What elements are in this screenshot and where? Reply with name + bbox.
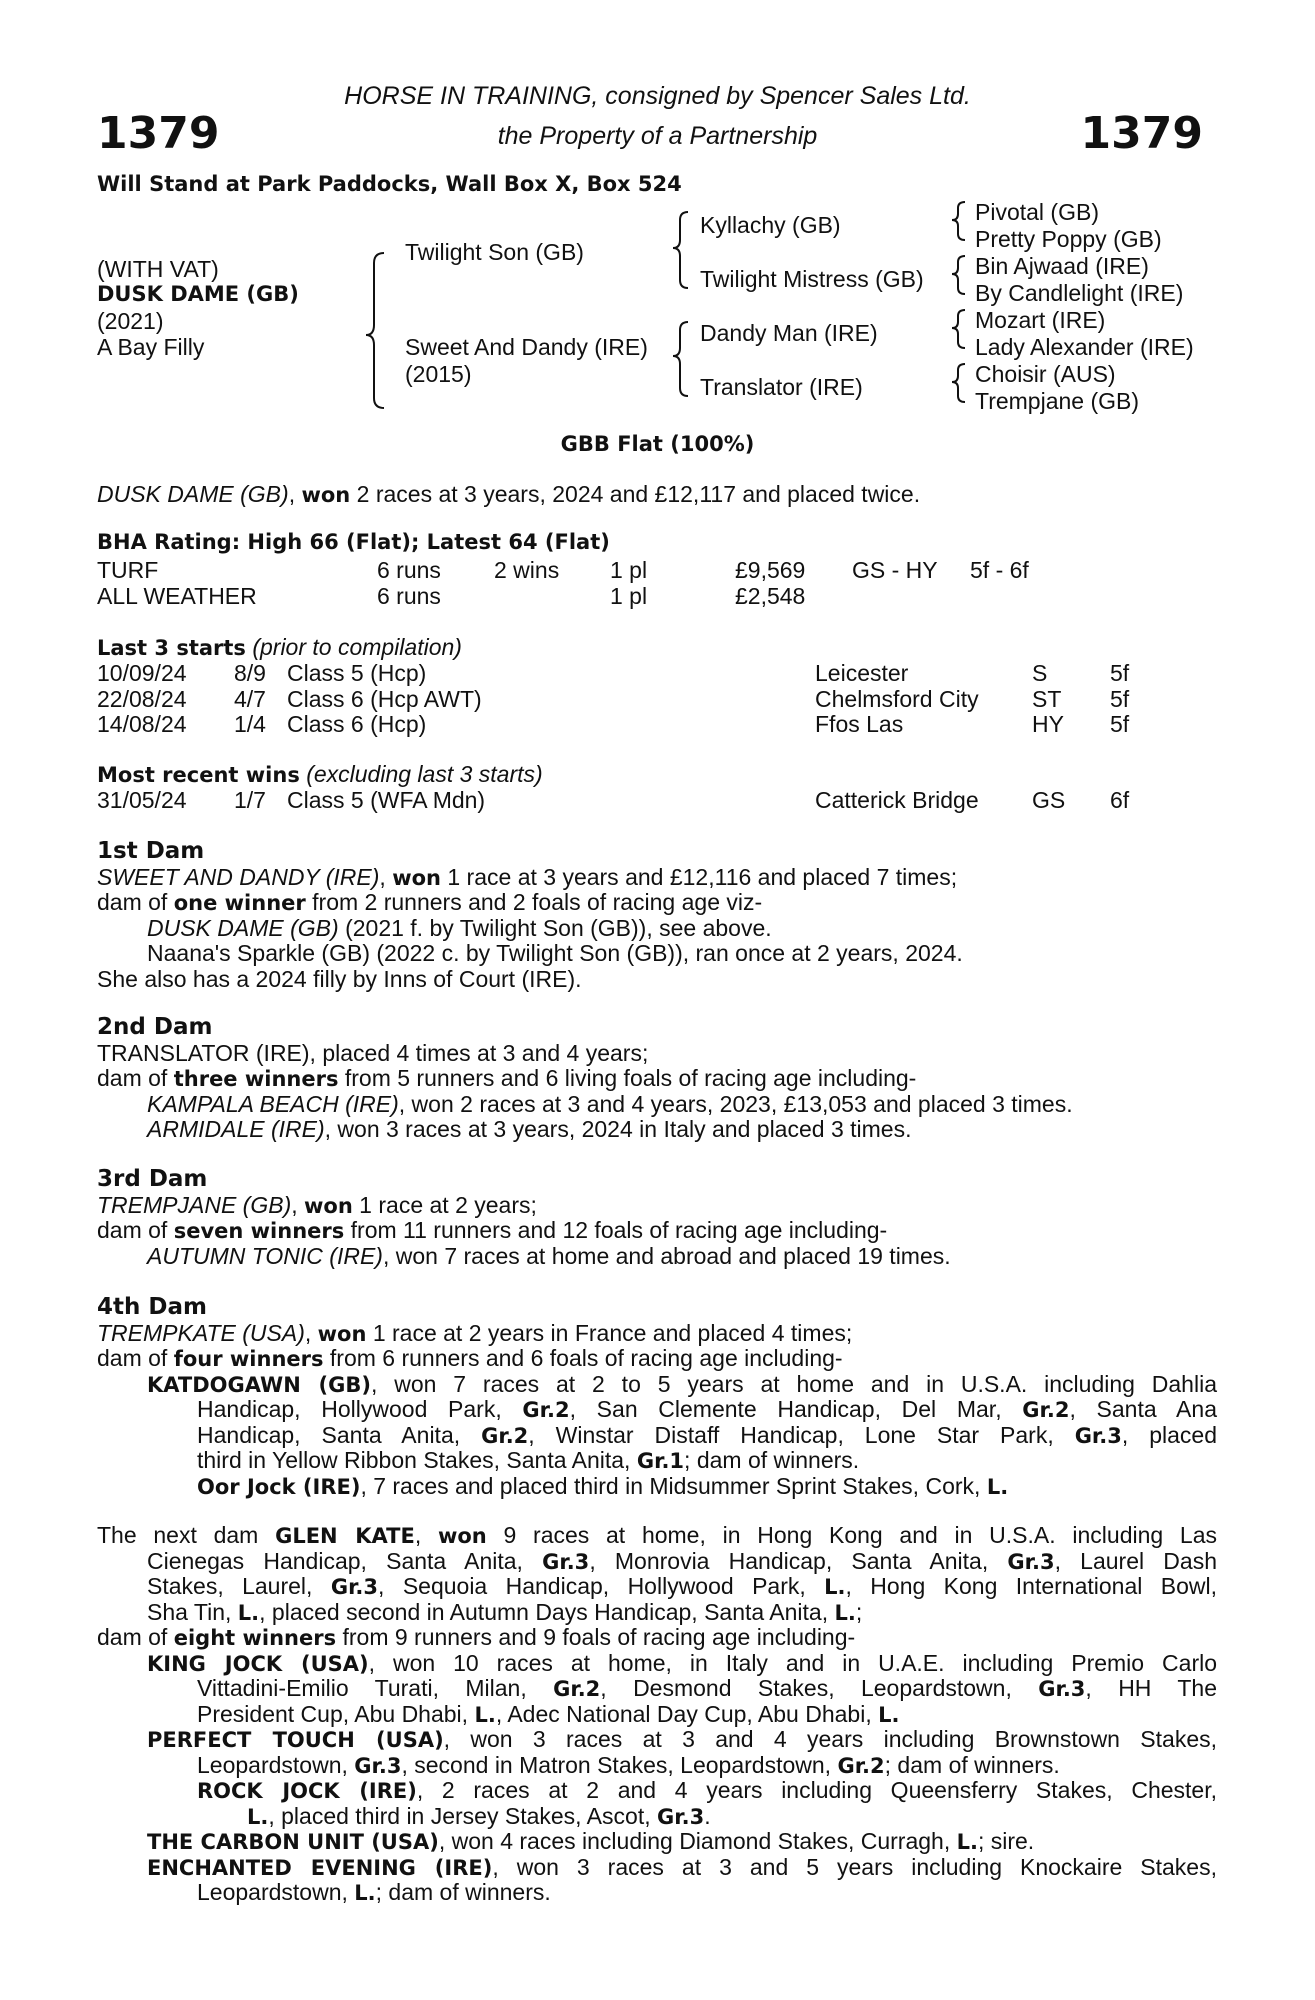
rock-jock-line: ROCK JOCK (IRE), 2 races at 2 and 4 years including Queensferry Stakes, Chester,: [197, 1777, 1217, 1803]
position: 1/4: [234, 711, 266, 737]
runs: 6 runs: [377, 582, 441, 609]
course: Ffos Las: [815, 711, 904, 737]
start-row: [97, 711, 1217, 737]
distance: 5f - 6f: [970, 557, 1029, 583]
katdogawn-line: KATDOGAWN (GB), won 7 races at 2 to 5 years at home and in U.S.A. including Dahlia: [147, 1370, 1217, 1397]
last3-heading: [97, 634, 462, 661]
next-dam-line: The next dam GLEN KATE, won 9 races at home, in Hong Kong and in U.S.A. including Las: [97, 1522, 1217, 1548]
course: Catterick Bridge: [815, 787, 979, 813]
pedigree-brackets: [0, 0, 1315, 430]
position: 4/7: [234, 685, 266, 712]
enchanted-evening-line: ENCHANTED EVENING (IRE), won 3 races at 3 and 5 years including Knockaire Stakes,: [147, 1853, 1217, 1880]
foal-note: She also has a 2024 filly by Inns of Court (IRE).: [97, 965, 582, 992]
horse-name: DUSK DAME (GB): [97, 282, 299, 306]
pedigree-sire: Twilight Son (GB): [405, 239, 584, 265]
sire-dam-brace: [366, 253, 384, 408]
pedigree-sire-sire: Kyllachy (GB): [700, 212, 841, 238]
dam-brace: [673, 322, 688, 396]
going: HY: [1032, 711, 1064, 737]
class: Class 6 (Hcp AWT): [287, 685, 482, 712]
prize: £9,569: [735, 557, 806, 583]
distance: 6f: [1110, 787, 1130, 813]
position: 1/7: [234, 787, 266, 813]
class: Class 6 (Hcp): [287, 711, 427, 737]
last3-table: [97, 660, 1217, 737]
stand-location: Will Stand at Park Paddocks, Wall Box X, Box 524: [97, 172, 682, 196]
third-dam-title: 3rd Dam: [97, 1166, 208, 1192]
win-row: [97, 787, 1217, 813]
bha-row-turf: [97, 557, 1217, 583]
class: Class 5 (Hcp): [287, 660, 427, 686]
recent-title: Most recent wins: [97, 763, 300, 787]
class: Class 5 (WFA Mdn): [287, 787, 486, 813]
horse-year: (2021): [97, 308, 164, 334]
dam-name: TREMPJANE (GB): [97, 1191, 292, 1218]
runs: 6 runs: [377, 557, 441, 583]
recent-table: [97, 787, 1217, 813]
pedigree-sss: Pivotal (GB): [975, 199, 1099, 225]
distance: 5f: [1110, 685, 1130, 712]
going: GS - HY: [852, 557, 938, 583]
fourth-dam-section: 4th Dam TREMPKATE (USA), won 1 race at 2 years in France and placed 4 times; dam of four winners from 6 runners and 6 foals of racing age including- KATDOGAWN (GB), won 7 races at 2 to 5 years at home and in U.S.A. including Dahlia Handicap, Hollywood Park, Gr.2, San Clemente Handicap, Del Mar, Gr.2, Santa Ana Handicap, Santa Anita, Gr.2, Winstar Distaff Handicap, Lone Star Park, Gr.3, placed third in Yellow Ribbon Stakes, Santa Anita, Gr.1; dam of winners. Oor Jock (IRE), 7 races and placed third in Midsummer Sprint Stakes, Cork, L.: [97, 1294, 1218, 1499]
placed: 1 pl: [610, 582, 648, 609]
gbb-flat: GBB Flat (100%): [560, 432, 755, 456]
prize: £2,548: [735, 582, 806, 609]
placed: 1 pl: [610, 557, 648, 583]
property-line: the Property of a Partnership: [497, 122, 818, 150]
surface: ALL WEATHER: [97, 582, 257, 609]
distance: 5f: [1110, 711, 1130, 737]
start-row: [97, 686, 1217, 712]
date: 22/08/24: [97, 685, 187, 712]
produce-name: KAMPALA BEACH (IRE): [147, 1090, 399, 1117]
second-dam-title: 2nd Dam: [97, 1014, 213, 1040]
pedigree-ddd: Trempjane (GB): [975, 388, 1140, 414]
first-dam-section: 1st Dam SWEET AND DANDY (IRE), won 1 race at 3 years and £12,116 and placed 7 times; dam of one winner from 2 runners and 2 foals of racing age viz- DUSK DAME (GB) (2021 f. by Twilight Son (GB)), see above. Naana's Sparkle (GB) (2022 c. by Twilight Son (GB)), ran once at 2 years, 2024. She also has a 2024 filly by Inns of Court (IRE).: [97, 839, 1217, 992]
consignment-line: HORSE IN TRAINING, consigned by Spencer Sales Ltd.: [344, 82, 971, 110]
summary-text: 2 races at 3 years, 2024 and £12,117 and placed twice.: [350, 481, 921, 507]
pedigree-sdd: By Candlelight (IRE): [975, 280, 1184, 306]
produce-name: DUSK DAME (GB): [147, 914, 339, 941]
bha-table: [97, 557, 1217, 608]
sire-brace: [673, 212, 688, 288]
position: 8/9: [234, 660, 266, 686]
summary-horse-name: DUSK DAME (GB): [97, 481, 289, 507]
last3-title: Last 3 starts: [97, 636, 246, 660]
going: GS: [1032, 787, 1066, 813]
lot-number-right: 1379: [1080, 108, 1203, 159]
distance: 5f: [1110, 660, 1130, 686]
date: 14/08/24: [97, 711, 187, 737]
pedigree-dam-dam: Translator (IRE): [700, 374, 863, 400]
date: 31/05/24: [97, 787, 187, 813]
start-row: [97, 660, 1217, 686]
course: Leicester: [815, 660, 909, 686]
produce-name: AUTUMN TONIC (IRE): [147, 1242, 383, 1269]
recent-note: (excluding last 3 starts): [299, 761, 543, 787]
wins: 2 wins: [494, 557, 560, 583]
dam-line: TRANSLATOR (IRE), placed 4 times at 3 and 4 years;: [97, 1039, 649, 1066]
lot-number-left: 1379: [97, 108, 220, 159]
recent-heading: [97, 761, 543, 788]
pedigree-sire-dam: Twilight Mistress (GB): [700, 266, 924, 292]
pedigree-dam: Sweet And Dandy (IRE): [405, 334, 648, 360]
third-dam-section: 3rd Dam TREMPJANE (GB), won 1 race at 2 years; dam of seven winners from 11 runners and 12 foals of racing age including- AUTUMN TONIC (IRE), won 7 races at home and abroad and placed 19 times.: [97, 1167, 1217, 1269]
king-jock-line: KING JOCK (USA), won 10 races at home, in Italy and in U.A.E. including Premio Carlo: [147, 1649, 1218, 1676]
pedigree-sds: Bin Ajwaad (IRE): [975, 253, 1149, 279]
pedigree-dam-sire: Dandy Man (IRE): [700, 320, 878, 346]
carbon-unit-line: THE CARBON UNIT (USA), won 4 races including Diamond Stakes, Curragh, L.; sire.: [147, 1828, 1035, 1854]
summary-won: won: [301, 483, 351, 507]
vat-note: (WITH VAT): [97, 256, 219, 282]
produce-name: ARMIDALE (IRE): [147, 1116, 325, 1142]
pedigree-dam-year: (2015): [405, 361, 472, 387]
going: S: [1032, 660, 1048, 686]
perfect-touch-line: PERFECT TOUCH (USA), won 3 races at 3 and 4 years including Brownstown Stakes,: [147, 1726, 1218, 1752]
race-summary: DUSK DAME (GB), won 2 races at 3 years, 2024 and £12,117 and placed twice.: [97, 481, 921, 507]
date: 10/09/24: [97, 660, 187, 686]
bha-row-aw: [97, 583, 1217, 609]
going: ST: [1032, 685, 1062, 712]
dam-name: SWEET AND DANDY (IRE): [97, 863, 380, 890]
first-dam-title: 1st Dam: [97, 838, 205, 864]
horse-description: A Bay Filly: [97, 334, 205, 360]
oor-jock-line: Oor Jock (IRE), 7 races and placed third in Midsummer Sprint Stakes, Cork, L.: [197, 1472, 1009, 1499]
fourth-dam-title: 4th Dam: [97, 1294, 207, 1320]
second-dam-section: 2nd Dam TRANSLATOR (IRE), placed 4 times at 3 and 4 years; dam of three winners from 5 runners and 6 living foals of racing age including- KAMPALA BEACH (IRE), won 2 races at 3 and 4 years, 2023, £13,053 and placed 3 times. ARMIDALE (IRE), won 3 races at 3 years, 2024 in Italy and placed 3 times.: [97, 1015, 1217, 1143]
pedigree-dds: Choisir (AUS): [975, 361, 1116, 387]
pedigree-dss: Mozart (IRE): [975, 307, 1106, 333]
surface: TURF: [97, 557, 159, 583]
pedigree-dsd: Lady Alexander (IRE): [975, 334, 1194, 360]
pedigree-ssd: Pretty Poppy (GB): [975, 226, 1162, 252]
dam-name: TREMPKATE (USA): [97, 1319, 305, 1346]
bha-rating: BHA Rating: High 66 (Flat); Latest 64 (Flat): [97, 530, 610, 554]
course: Chelmsford City: [815, 685, 979, 712]
next-dam-section: The next dam GLEN KATE, won 9 races at home, in Hong Kong and in U.S.A. including Las Cienegas Handicap, Santa Anita, Gr.3, Monrovia Handicap, Santa Anita, Gr.3, Laurel Dash Stakes, Laurel, Gr.3, Sequoia Handicap, Hollywood Park, L., Hong Kong International Bowl, Sha Tin, L., placed second in Autumn Days Handicap, Santa Anita, L.; dam of eight winners from 9 runners and 9 foals of racing age including- KING JOCK (USA), won 10 races at home, in Italy and in U.A.E. including Premio Carlo Vittadini-Emilio Turati, Milan, Gr.2, Desmond Stakes, Leopardstown, Gr.3, HH The President Cup, Abu Dhabi, L., Adec National Day Cup, Abu Dhabi, L. PERFECT TOUCH (USA), won 3 races at 3 and 4 years including Brownstown Stakes, Leopardstown, Gr.3, second in Matron Stakes, Leopardstown, Gr.2; dam of winners. ROCK JOCK (IRE), 2 races at 2 and 4 years including Queensferry Stakes, Chester, L., placed third in Jersey Stakes, Ascot, Gr.3. THE CARBON UNIT (USA), won 4 races including Diamond Stakes, Curragh, L.; sire. ENCHANTED EVENING (IRE), won 3 races at 3 and 5 years including Knockaire Stakes, Leopardstown, L.; dam of winners.: [97, 1522, 1218, 1905]
produce-line: Naana's Sparkle (GB) (2022 c. by Twilight Son (GB)), ran once at 2 years, 2024.: [147, 940, 963, 966]
last3-note: (prior to compilation): [245, 634, 462, 660]
